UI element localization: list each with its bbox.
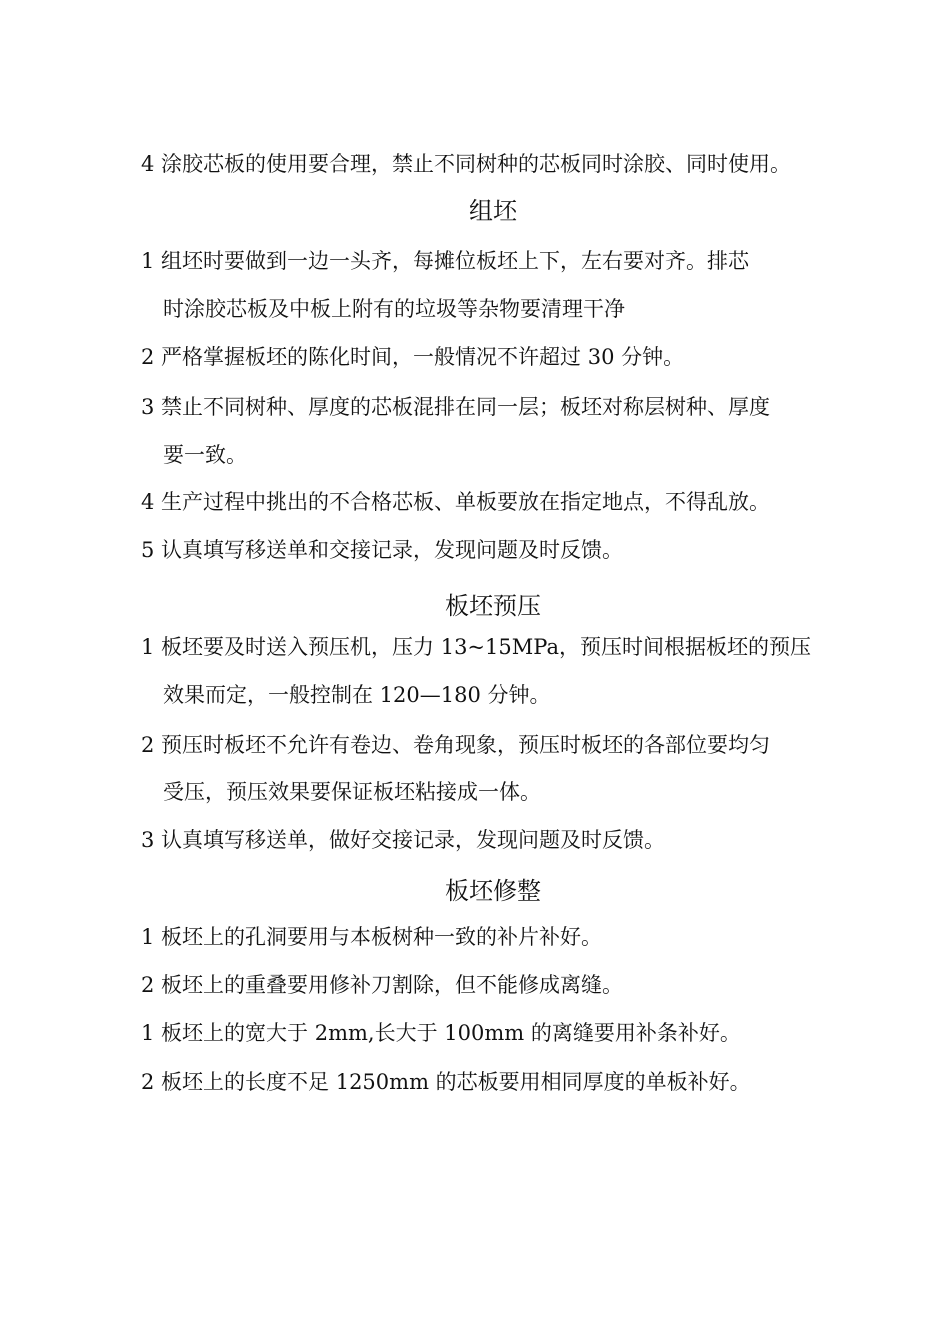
list-item-continuation: 要一致。	[163, 443, 247, 467]
section-heading-trimming: 板坯修整	[445, 877, 541, 905]
list-item: 3 认真填写移送单，做好交接记录，发现问题及时反馈。	[141, 828, 666, 852]
list-item: 2 板坯上的重叠要用修补刀割除，但不能修成离缝。	[141, 973, 624, 997]
list-item: 1 组坯时要做到一边一头齐，每摊位板坯上下，左右要对齐。排芯	[141, 249, 750, 273]
list-item: 4 生产过程中挑出的不合格芯板、单板要放在指定地点，不得乱放。	[141, 490, 771, 514]
list-item: 2 预压时板坯不允许有卷边、卷角现象，预压时板坯的各部位要均匀	[141, 733, 771, 757]
list-item: 2 严格掌握板坯的陈化时间，一般情况不许超过 30 分钟。	[141, 345, 685, 369]
list-item-continuation: 时涂胶芯板及中板上附有的垃圾等杂物要清理干净	[163, 297, 625, 321]
list-item: 1 板坯上的宽大于 2mm,长大于 100mm 的离缝要用补条补好。	[141, 1021, 741, 1045]
list-item-continuation: 效果而定，一般控制在 120—180 分钟。	[163, 683, 551, 707]
list-item: 3 禁止不同树种、厚度的芯板混排在同一层；板坯对称层树种、厚度	[141, 395, 771, 419]
section-heading-preload: 板坯预压	[445, 592, 541, 620]
list-item: 2 板坯上的长度不足 1250mm 的芯板要用相同厚度的单板补好。	[141, 1070, 751, 1094]
list-item-continuation: 受压，预压效果要保证板坯粘接成一体。	[163, 780, 541, 804]
section-heading-zupi: 组坯	[469, 197, 517, 225]
list-item: 1 板坯上的孔洞要用与本板树种一致的补片补好。	[141, 925, 603, 949]
intro-item: 4 涂胶芯板的使用要合理，禁止不同树种的芯板同时涂胶、同时使用。	[141, 152, 792, 176]
list-item: 5 认真填写移送单和交接记录，发现问题及时反馈。	[141, 538, 624, 562]
list-item: 1 板坯要及时送入预压机，压力 13~15MPa，预压时间根据板坯的预压	[141, 635, 811, 659]
